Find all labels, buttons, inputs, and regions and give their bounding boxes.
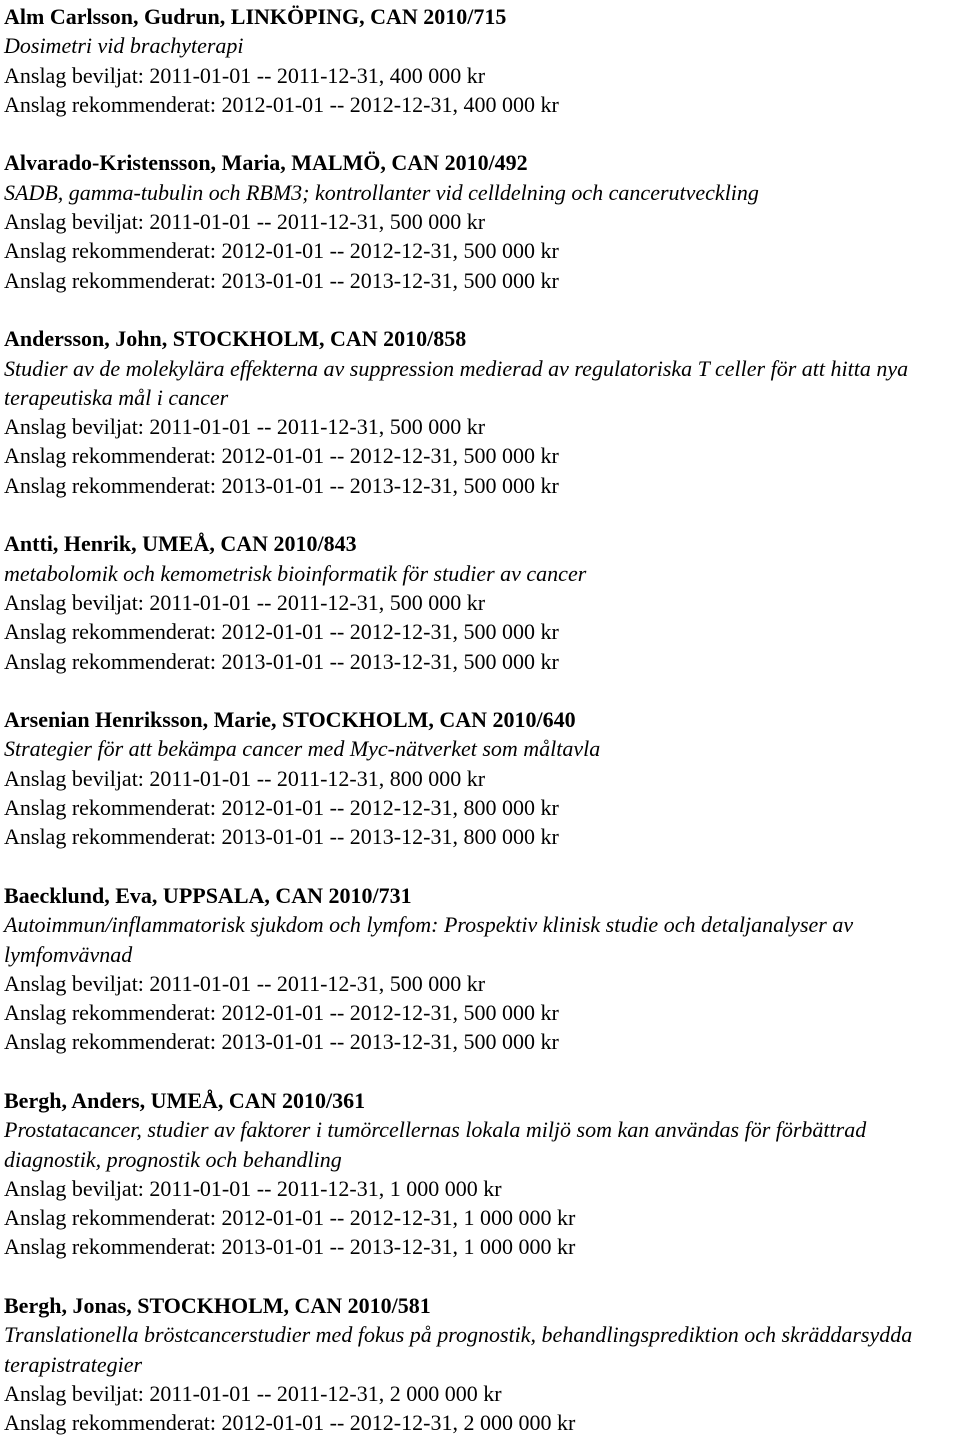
project-title: Prostatacancer, studier av faktorer i tumörcellernas lokala miljö som kan användas för förbättrad diagnostik, prognostik och behandling bbox=[4, 1117, 867, 1172]
entry-heading: Antti, Henrik, UMEÅ, CAN 2010/843 bbox=[4, 531, 357, 557]
project-title: Autoimmun/inflammatorisk sjukdom och lymfom: Prospektiv klinisk studie och detaljanalyser av lymfomvävnad bbox=[4, 912, 854, 967]
grant-line: Anslag rekommenderat: 2013-01-01 -- 2013-12-31, 500 000 kr bbox=[4, 267, 559, 293]
grant-line: Anslag rekommenderat: 2012-01-01 -- 2012-12-31, 500 000 kr bbox=[4, 619, 559, 645]
project-title: Dosimetri vid brachyterapi bbox=[4, 33, 244, 59]
grant-line: Anslag rekommenderat: 2013-01-01 -- 2013-12-31, 500 000 kr bbox=[4, 648, 559, 674]
grant-entry bbox=[4, 705, 956, 851]
grant-line: Anslag rekommenderat: 2013-01-01 -- 2013-12-31, 1 000 000 kr bbox=[4, 1234, 576, 1260]
project-title: SADB, gamma-tubulin och RBM3; kontrollanter vid celldelning och cancerutveckling bbox=[4, 179, 759, 205]
entry-heading: Bergh, Jonas, STOCKHOLM, CAN 2010/581 bbox=[4, 1293, 431, 1319]
grant-line: Anslag rekommenderat: 2012-01-01 -- 2012-12-31, 800 000 kr bbox=[4, 795, 559, 821]
grant-line: Anslag rekommenderat: 2013-01-01 -- 2013-12-31, 500 000 kr bbox=[4, 1029, 559, 1055]
entry-heading: Bergh, Anders, UMEÅ, CAN 2010/361 bbox=[4, 1087, 366, 1113]
grant-entry bbox=[4, 1291, 956, 1437]
entry-heading: Arsenian Henriksson, Marie, STOCKHOLM, CAN 2010/640 bbox=[4, 707, 576, 733]
grant-line: Anslag rekommenderat: 2013-01-01 -- 2013-12-31, 500 000 kr bbox=[4, 472, 559, 498]
project-title: Strategier för att bekämpa cancer med Myc-nätverket som måltavla bbox=[4, 736, 601, 762]
entry-heading: Alm Carlsson, Gudrun, LINKÖPING, CAN 2010/715 bbox=[4, 4, 507, 29]
project-title: Translationella bröstcancerstudier med fokus på prognostik, behandlingsprediktion och skräddarsydda terapistrategier bbox=[4, 1322, 913, 1377]
grant-entry bbox=[4, 148, 956, 294]
grant-line: Anslag rekommenderat: 2013-01-01 -- 2013-12-31, 800 000 kr bbox=[4, 824, 559, 850]
entry-heading: Andersson, John, STOCKHOLM, CAN 2010/858 bbox=[4, 326, 467, 352]
grant-line: Anslag beviljat: 2011-01-01 -- 2011-12-31, 400 000 kr bbox=[4, 62, 486, 88]
entry-heading: Alvarado-Kristensson, Maria, MALMÖ, CAN 2010/492 bbox=[4, 150, 528, 176]
project-title: Studier av de molekylära effekterna av suppression medierad av regulatoriska T celler för att hitta nya terapeutiska mål i cancer bbox=[4, 355, 909, 410]
grant-line: Anslag beviljat: 2011-01-01 -- 2011-12-31, 1 000 000 kr bbox=[4, 1175, 502, 1201]
grant-line: Anslag beviljat: 2011-01-01 -- 2011-12-31, 500 000 kr bbox=[4, 414, 486, 440]
grant-entry bbox=[4, 881, 956, 1057]
grant-line: Anslag beviljat: 2011-01-01 -- 2011-12-31, 500 000 kr bbox=[4, 970, 486, 996]
grant-line: Anslag rekommenderat: 2012-01-01 -- 2012-12-31, 400 000 kr bbox=[4, 91, 559, 117]
grant-entry bbox=[4, 529, 956, 675]
grant-line: Anslag beviljat: 2011-01-01 -- 2011-12-31, 800 000 kr bbox=[4, 765, 486, 791]
grant-entry bbox=[4, 2, 956, 119]
grant-line: Anslag beviljat: 2011-01-01 -- 2011-12-31, 500 000 kr bbox=[4, 209, 486, 235]
grant-line: Anslag rekommenderat: 2012-01-01 -- 2012-12-31, 500 000 kr bbox=[4, 1000, 559, 1026]
grant-line: Anslag rekommenderat: 2012-01-01 -- 2012-12-31, 2 000 000 kr bbox=[4, 1410, 576, 1436]
grant-line: Anslag rekommenderat: 2012-01-01 -- 2012-12-31, 500 000 kr bbox=[4, 443, 559, 469]
project-title: metabolomik och kemometrisk bioinformatik för studier av cancer bbox=[4, 560, 587, 586]
entry-heading: Baecklund, Eva, UPPSALA, CAN 2010/731 bbox=[4, 882, 412, 908]
grant-list bbox=[4, 2, 956, 1438]
grant-line: Anslag rekommenderat: 2012-01-01 -- 2012-12-31, 500 000 kr bbox=[4, 238, 559, 264]
grant-line: Anslag beviljat: 2011-01-01 -- 2011-12-31, 500 000 kr bbox=[4, 589, 486, 615]
grant-line: Anslag rekommenderat: 2012-01-01 -- 2012-12-31, 1 000 000 kr bbox=[4, 1205, 576, 1231]
grant-line: Anslag beviljat: 2011-01-01 -- 2011-12-31, 2 000 000 kr bbox=[4, 1380, 502, 1406]
grant-entry bbox=[4, 1086, 956, 1262]
grant-entry bbox=[4, 324, 956, 500]
